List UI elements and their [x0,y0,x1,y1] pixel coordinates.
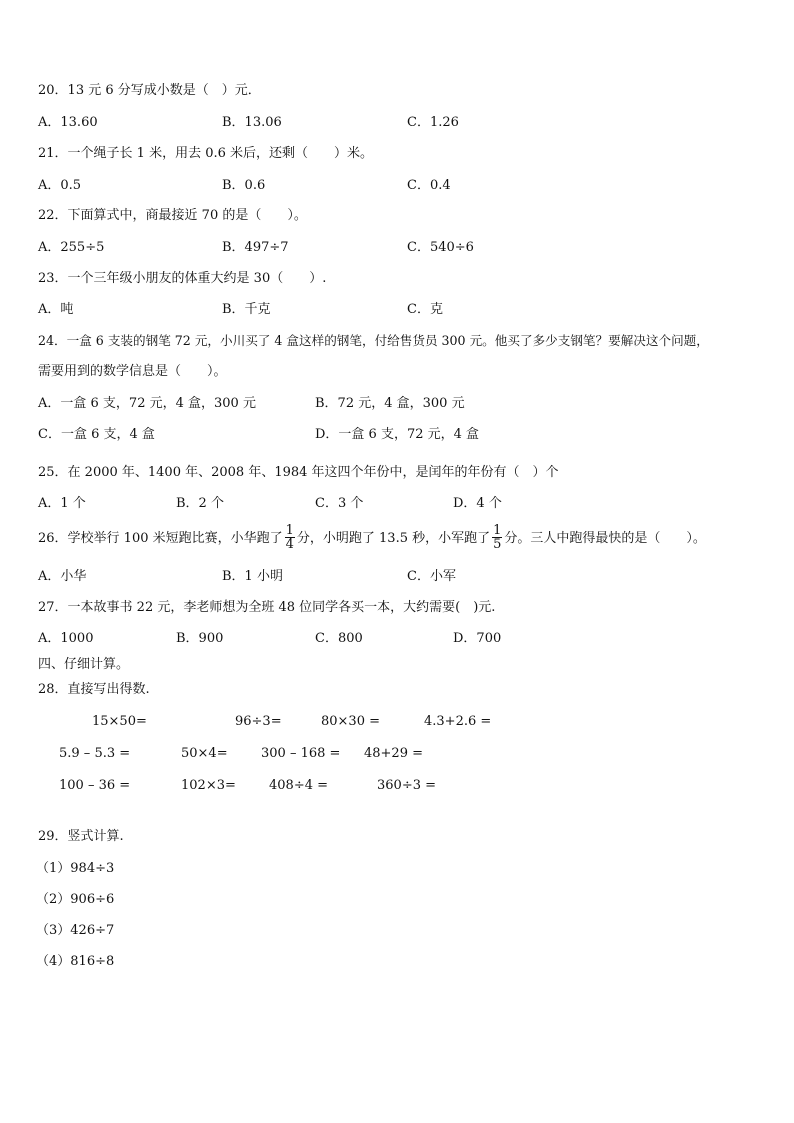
calc-item[interactable]: 5.9 – 5.3 = [59,746,131,761]
vertical-calc-item[interactable]: （4）816÷8 [36,954,115,969]
question-24-option-d[interactable]: D．一盒 6 支，72 元，4 盒 [315,427,480,442]
question-21-option-a[interactable]: A．0.5 [38,178,82,193]
question-23-option-a[interactable]: A．吨 [38,302,74,317]
question-24-stem-line1: 24．一盒 6 支装的钢笔 72 元，小川买了 4 盒这样的钢笔，付给售货员 300 元。他买了多少支钢笔？要解决这个问题， [38,333,709,348]
question-22-option-b[interactable]: B．497÷7 [222,240,289,255]
fraction-one-quarter [285,524,295,551]
fraction-numerator: 1 [493,523,502,538]
question-21-stem: 21．一个绳子长 1 米，用去 0.6 米后，还剩（ ）米。 [38,146,374,161]
question-22-option-c[interactable]: C．540÷6 [407,240,474,255]
vertical-calc-item[interactable]: （1）984÷3 [36,861,115,876]
question-20-option-c[interactable]: C．1.26 [407,115,459,130]
question-23-option-c[interactable]: C．克 [407,302,443,317]
calc-item[interactable]: 408÷4 = [269,778,329,793]
question-28-stem: 28．直接写出得数. [38,682,150,697]
calc-item[interactable]: 80×30 = [321,714,381,729]
question-26-stem-part3: 分。三人中跑得最快的是（ ）。 [504,531,706,546]
question-26-stem-part2: 分，小明跑了 13.5 秒，小军跑了 [296,531,491,546]
question-25-stem: 25．在 2000 年、1400 年、2008 年、1984 年这四个年份中，是闰年的年份有（ ）个 [38,465,559,480]
fraction-denominator: 4 [285,537,294,552]
calc-item[interactable]: 360÷3 = [377,778,437,793]
fraction-one-fifth [492,524,502,551]
question-23-stem: 23．一个三年级小朋友的体重大约是 30（ ）. [38,271,327,286]
question-25-option-a[interactable]: A．1 个 [38,496,86,511]
question-20-option-b[interactable]: B．13.06 [222,115,282,130]
vertical-calc-item[interactable]: （2）906÷6 [36,892,115,907]
question-27-option-c[interactable]: C．800 [315,631,363,646]
question-22-option-a[interactable]: A．255÷5 [38,240,105,255]
question-25-option-c[interactable]: C．3 个 [315,496,364,511]
section-4-title: 四、仔细计算。 [38,657,130,672]
calc-item[interactable]: 15×50= [92,714,147,729]
question-27-stem: 27．一本故事书 22 元，李老师想为全班 48 位同学各买一本，大约需要( )元. [38,600,496,615]
fraction-denominator: 5 [493,537,502,552]
question-26-stem-part1: 26．学校举行 100 米短跑比赛，小华跑了 [38,531,283,546]
question-27-option-b[interactable]: B．900 [176,631,224,646]
question-20-stem: 20．13 元 6 分写成小数是（ ）元． [38,83,261,98]
calc-item[interactable]: 48+29 = [364,746,424,761]
question-21-option-c[interactable]: C．0.4 [407,178,451,193]
fraction-numerator: 1 [285,523,294,538]
question-24-option-a[interactable]: A．一盒 6 支，72 元，4 盒，300 元 [38,396,256,411]
question-25-option-d[interactable]: D．4 个 [453,496,502,511]
question-21-option-b[interactable]: B．0.6 [222,178,266,193]
calc-item[interactable]: 50×4= [181,746,228,761]
question-27-option-d[interactable]: D．700 [453,631,502,646]
question-24-option-c[interactable]: C．一盒 6 支，4 盒 [38,427,155,442]
question-20-option-a[interactable]: A．13.60 [38,115,98,130]
vertical-calc-item[interactable]: （3）426÷7 [36,923,115,938]
question-29-stem: 29．竖式计算. [38,829,124,844]
question-22-stem: 22．下面算式中，商最接近 70 的是（ ）。 [38,208,307,223]
calc-item[interactable]: 102×3= [181,778,236,793]
question-26-stem [38,524,706,554]
question-26-option-c[interactable]: C．小军 [407,569,456,584]
question-25-option-b[interactable]: B．2 个 [176,496,224,511]
question-26-option-b[interactable]: B．1 小明 [222,569,283,584]
question-24-option-b[interactable]: B．72 元，4 盒，300 元 [315,396,465,411]
question-26-option-a[interactable]: A．小华 [38,569,87,584]
question-27-option-a[interactable]: A．1000 [38,631,94,646]
calc-item[interactable]: 4.3+2.6 = [424,714,492,729]
calc-item[interactable]: 100 – 36 = [59,778,131,793]
calc-item[interactable]: 96÷3= [235,714,282,729]
calc-item[interactable]: 300 – 168 = [261,746,341,761]
question-23-option-b[interactable]: B．千克 [222,302,271,317]
question-24-stem-line2: 需要用到的数学信息是（ ）。 [38,364,227,379]
